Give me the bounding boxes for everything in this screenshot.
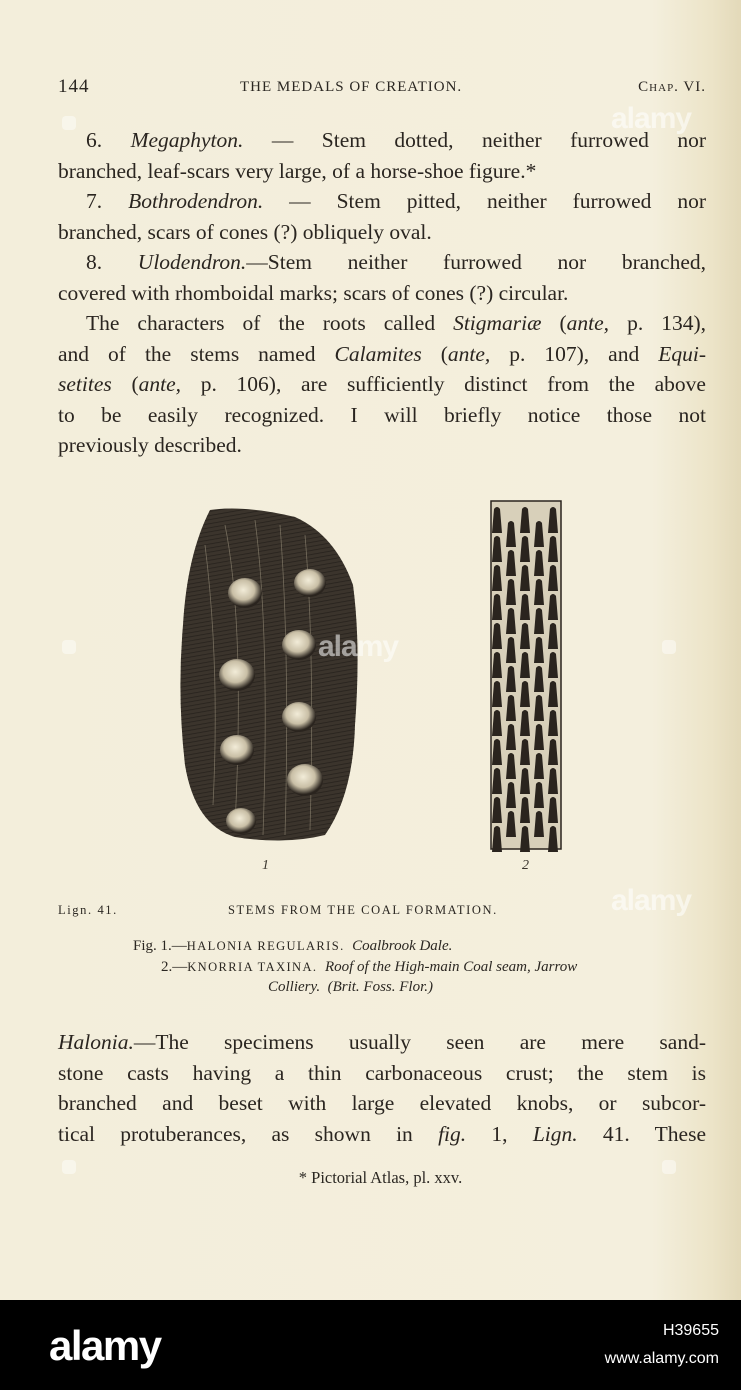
text-block-bottom [58, 1027, 706, 1149]
running-title: THE MEDALS OF CREATION. [240, 79, 463, 95]
halonia-illustration [175, 505, 367, 845]
figure-label: Lign. 41. [58, 903, 118, 917]
watermark-dot [662, 1160, 676, 1174]
caption-line1: Fig. 1.—HALONIA REGULARIS. Coalbrook Dale. [133, 938, 453, 954]
para10-line2: stone casts having a thin carbonaceous crust; the stem is [58, 1060, 706, 1085]
para7-line1: 7. Bothrodendron. — Stem pitted, neither furrowed nor [86, 189, 707, 213]
text-block-top [58, 125, 706, 461]
source-url: www.alamy.com [604, 1350, 719, 1367]
running-header [58, 76, 706, 102]
chapter-label: Chap. VI. [638, 79, 706, 95]
figure-number-1: 1 [262, 858, 269, 873]
watermark-band [0, 1300, 741, 1390]
image-id: H39655 [662, 1322, 719, 1339]
watermark-dot [62, 1160, 76, 1174]
footnote: * Pictorial Atlas, pl. xxv. [298, 1168, 463, 1187]
figure-title: STEMS FROM THE COAL FORMATION. [228, 903, 498, 917]
watermark-text: alamy [611, 884, 692, 917]
watermark-text: alamy [318, 630, 399, 663]
figure-number-2: 2 [522, 858, 529, 873]
para6-line2: branched, leaf-scars very large, of a horse-shoe figure.* [58, 158, 537, 183]
para9-line2: and of the stems named Calamites (ante, p. 107), and Equi- [58, 341, 707, 366]
watermark-dot [62, 640, 76, 654]
para8-line2: covered with rhomboidal marks; scars of cones (?) circular. [58, 280, 569, 305]
para9-line1: The characters of the roots called Stigmariæ (ante, p. 134), [86, 311, 706, 335]
para10-line3: branched and beset with large elevated knobs, or subcor- [58, 1091, 706, 1115]
page-number: 144 [58, 76, 90, 97]
para8-line1: 8. Ulodendron.—Stem neither furrowed nor branched, [86, 250, 706, 274]
watermark-dot [662, 640, 676, 654]
para10-line4: tical protuberances, as shown in fig. 1, Lign. 41. These [58, 1121, 706, 1146]
figure-caption-details [58, 936, 706, 998]
para9-line4: to be easily recognized. I will briefly notice those not [58, 402, 706, 427]
para6-line1: 6. Megaphyton. — Stem dotted, neither furrowed nor [86, 128, 706, 152]
para7-line2: branched, scars of cones (?) obliquely oval. [58, 219, 432, 244]
caption-line3: Colliery. (Brit. Foss. Flor.) [268, 979, 434, 995]
knorria-illustration [487, 497, 565, 855]
para9-line5: previously described. [58, 433, 242, 457]
alamy-logo: alamy [49, 1322, 161, 1369]
para9-line3: setites (ante, p. 106), are sufficiently distinct from the above [58, 372, 706, 396]
watermark-dot [62, 116, 76, 130]
caption-line2: 2.—KNORRIA TAXINA. Roof of the High-main Coal seam, Jarrow [161, 958, 578, 975]
para10-line1: Halonia.—The specimens usually seen are mere sand- [58, 1030, 706, 1054]
watermark-text: alamy [611, 102, 692, 135]
